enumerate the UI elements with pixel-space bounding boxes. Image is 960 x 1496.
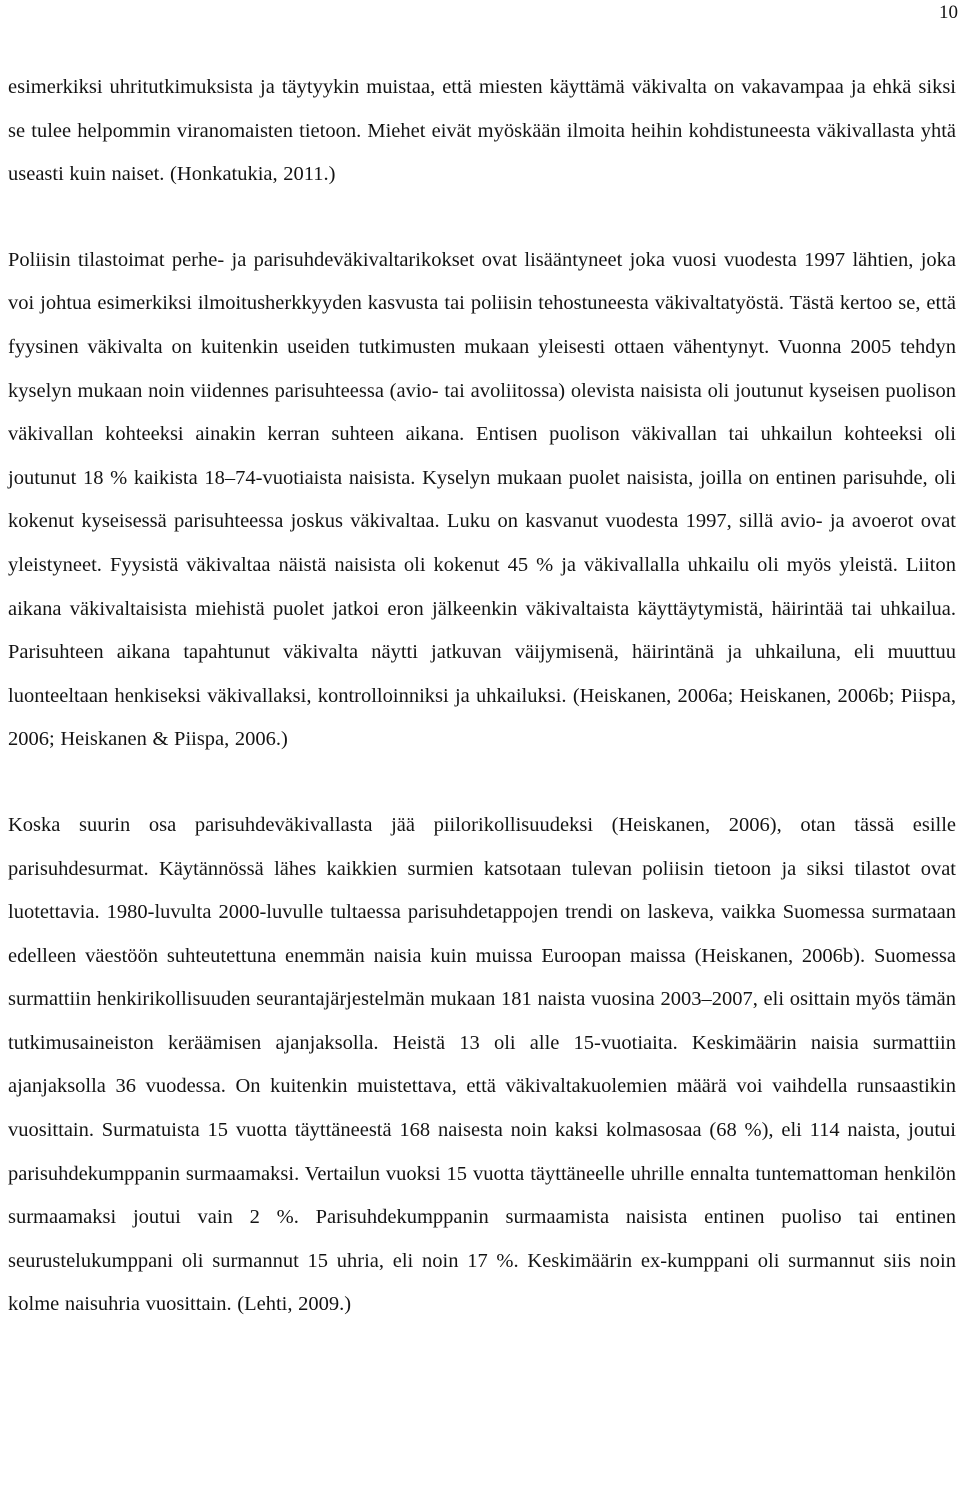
paragraph-police-statistics: Poliisin tilastoimat perhe- ja parisuhdeväkivaltarikokset ovat lisääntyneet joka vuosi vuodesta 1997 lähtien, joka voi johtua esimerkiksi ilmoitusherkkyyden kasvusta tai poliisin tehostuneesta väkivaltatyöstä. Tästä kertoo se, että fyysinen väkivalta on kuitenkin useiden tutkimusten mukaan yleisesti ottaen vähentynyt. Vuonna 2005 tehdyn kyselyn mukaan noin viidennes parisuhteessa (avio- tai avoliitossa) olevista naisista oli joutunut kyseisen puolison väkivallan kohteeksi ainakin kerran suhteen aikana. Entisen puolison väkivallan tai uhkailun kohteeksi oli joutunut 18 % kaikista 18–74-vuotiaista naisista. Kyselyn mukaan puolet naisista, joilla on entinen parisuhde, oli kokenut kyseisessä parisuhteessa joskus väkivaltaa. Luku on kasvanut vuodesta 1997, sillä avio- ja avoerot ovat yleistyneet. Fyysistä väkivaltaa näistä naisista oli kokenut 45 % ja väkivallalla uhkailu oli myös yleistä. Liiton aikana väkivaltaisista miehistä puolet jatkoi eron jälkeenkin väkivaltaista käyttäytymistä, häirintää tai uhkailua. Parisuhteen aikana tapahtunut väkivalta näytti jatkuvan väijymisenä, häirintänä ja uhkailuna, eli muuttuu luonteeltaan henkiseksi väkivallaksi, kontrolloinniksi ja uhkailuksi. (Heiskanen, 2006a; Heiskanen, 2006b; Piispa, 2006; Heiskanen & Piispa, 2006.) bbox=[8, 248, 956, 751]
document-body bbox=[8, 66, 956, 1327]
paragraph-partner-homicides: Koska suurin osa parisuhdeväkivallasta jää piilorikollisuudeksi (Heiskanen, 2006), otan tässä esille parisuhdesurmat. Käytännössä lähes kaikkien surmien katsotaan tulevan poliisin tietoon ja siksi tilastot ovat luotettavia. 1980-luvulta 2000-luvulle tultaessa parisuhdetappojen trendi on laskeva, vaikka Suomessa surmataan edelleen väestöön suhteutettuna enemmän naisia kuin muissa Euroopan maissa (Heiskanen, 2006b). Suomessa surmattiin henkirikollisuuden seurantajärjestelmän mukaan 181 naista vuosina 2003–2007, eli osittain myös tämän tutkimusaineiston keräämisen ajanjaksolla. Heistä 13 oli alle 15-vuotiaita. Keskimäärin naisia surmattiin ajanjaksolla 36 vuodessa. On kuitenkin muistettava, että väkivaltakuolemien määrä voi vaihdella runsaastikin vuosittain. Surmatuista 15 vuotta täyttäneestä 168 naisesta noin kaksi kolmasosaa (68 %), eli 114 naista, joutui parisuhdekumppanin surmaamaksi. Vertailun vuoksi 15 vuotta täyttäneelle uhrille ennalta tuntemattoman henkilön surmaamaksi joutui vain 2 %. Parisuhdekumppanin surmaamista naisista entinen puoliso tai entinen seurustelukumppani oli surmannut 15 uhria, eli noin 17 %. Keskimäärin ex-kumppani oli surmannut siis noin kolme naisuhria vuosittain. (Lehti, 2009.) bbox=[8, 813, 956, 1316]
page-number: 10 bbox=[939, 2, 958, 23]
paragraph-continuation: esimerkiksi uhritutkimuksista ja täytyykin muistaa, että miesten käyttämä väkivalta on vakavampaa ja ehkä siksi se tulee helpommin viranomaisten tietoon. Miehet eivät myöskään ilmoita heihin kohdistuneesta väkivallasta yhtä useasti kuin naiset. (Honkatukia, 2011.) bbox=[8, 76, 956, 186]
